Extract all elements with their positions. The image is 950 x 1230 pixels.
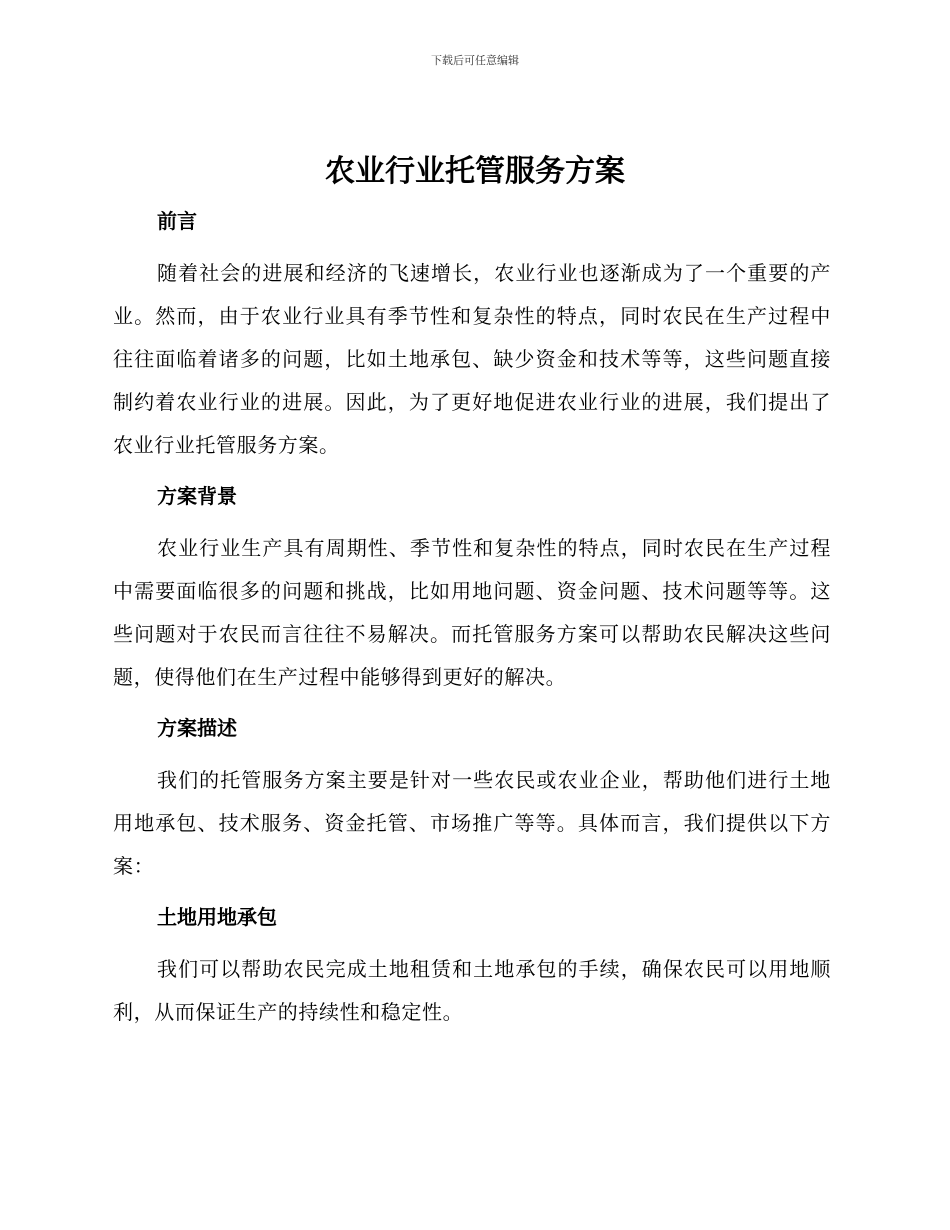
section-description — [113, 707, 831, 896]
page-header-note: 下载后可任意编辑 — [431, 54, 519, 67]
section-background — [113, 475, 831, 707]
section-heading: 方案描述 — [157, 716, 237, 740]
section-heading: 方案背景 — [157, 484, 237, 508]
section-paragraph: 农业行业生产具有周期性、季节性和复杂性的特点，同时农民在生产过程中需要面临很多的问题和挑战，比如用地问题、资金问题、技术问题等等。这些问题对于农民而言往往不易解决。而托管服务方案可以帮助农民解决这些问题，使得他们在生产过程中能够得到更好的解决。 — [113, 536, 831, 689]
document-body — [113, 200, 831, 1034]
section-heading: 土地用地承包 — [157, 905, 277, 929]
section-paragraph: 我们的托管服务方案主要是针对一些农民或农业企业，帮助他们进行土地用地承包、技术服务、资金托管、市场推广等等。具体而言，我们提供以下方案： — [113, 768, 831, 878]
section-land-contracting — [113, 896, 831, 1034]
section-preface — [113, 200, 831, 475]
document-title: 农业行业托管服务方案 — [325, 154, 625, 189]
section-paragraph: 随着社会的进展和经济的飞速增长，农业行业也逐渐成为了一个重要的产业。然而，由于农业行业具有季节性和复杂性的特点，同时农民在生产过程中往往面临着诸多的问题，比如土地承包、缺少资金和技术等等，这些问题直接制约着农业行业的进展。因此，为了更好地促进农业行业的进展，我们提出了农业行业托管服务方案。 — [113, 261, 831, 457]
section-heading: 前言 — [157, 209, 197, 233]
section-paragraph: 我们可以帮助农民完成土地租赁和土地承包的手续，确保农民可以用地顺利，从而保证生产的持续性和稳定性。 — [113, 957, 831, 1024]
